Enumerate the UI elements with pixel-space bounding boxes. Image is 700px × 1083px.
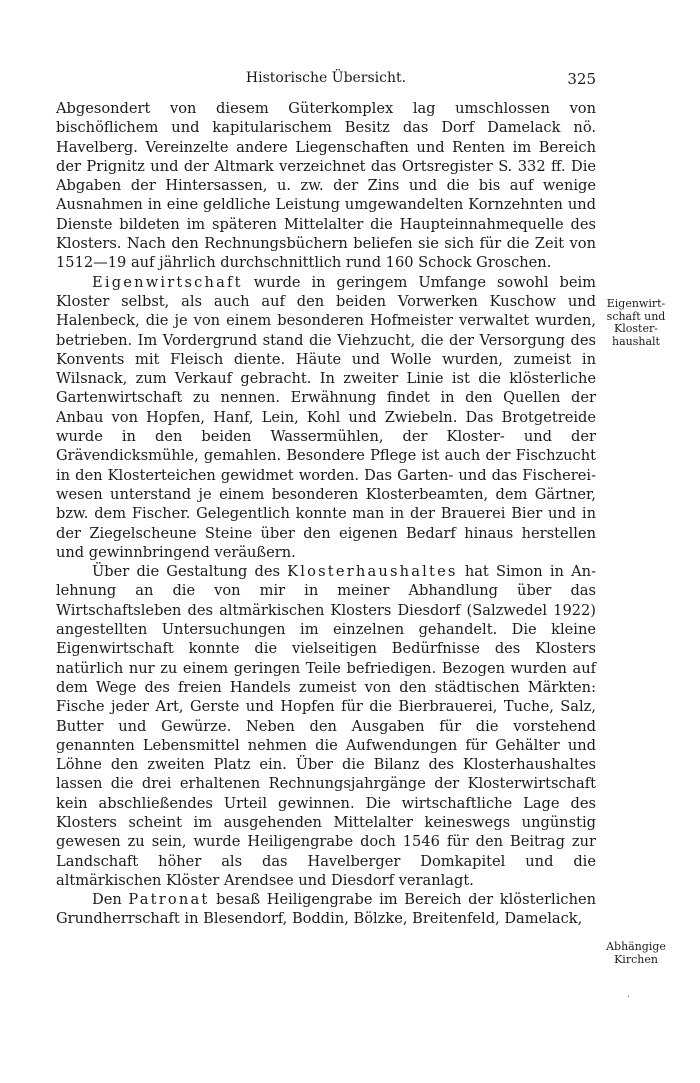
paragraph-text: Patronat besaß Heiligengrabe im Bereich der klösterlichen Grundherrschaft in Blesendorf, Boddin, Bölzke, Breitenfeld, Damelack, — [56, 891, 597, 928]
paper-speck: · — [627, 992, 631, 1003]
running-title: Historische Übersicht. — [245, 70, 407, 86]
paragraph-text: Über die Gestaltung des Klosterhaushaltes hat Simon in Anlehnung an die von mir in meiner Abhandlung über das Wirtschaftsleben des altmärkischen Klosters Diesdorf (Salzwedel 1922) angestellten Untersuchungen im einzelnen gehandelt. Die kleine Eigenwirtschaft konnte die vielseitigen Bedürfnisse des Klosters natürlich nur zu einem geringen Teile befriedigen. Bezogen wurden auf dem Wege des freien Handels zumeist von den städtischen Märkten: Fische jeder Art, Gerste und Hopfen für die Bierbrauerei, Tuche, Salz, Butter und Gewürze. Neben den Ausgaben für die vorstehend genannten Lebensmittel nehmen die Aufwendungen für Gehälter und Löhne den zweiten Platz ein. Über die Bilanz des Klosterhaushaltes lassen die drei erhaltenen Rechnungsjahrgänge der Klosterwirtschaft kein abschließendes Urteil gewinnen. Die wirtschaftliche Lage des Klosters scheint im ausgehenden Mittelalter keineswegs ungünstig gewesen zu sein, wurde Heiligengrabe doch 1546 für den Beitrag zur Landschaft höher als das Havelberger Domkapitel und die altmärkischen Klöster Arendsee und Diesdorf veranlagt. — [56, 563, 596, 889]
page-number: 325 — [567, 70, 596, 88]
spaced-keyword: Eigenwirtschaft — [92, 273, 243, 291]
paragraph-text: Abgesondert von diesem Güterkomplex lag umschlossen von bischöflichem und kapitularischem Besitz das Dorf Damelack nö. Havelberg. Vereinzelte andere Liegenschaften und Renten im Bereich der Prignitz und der Altmark verzeichnet das Ortsregister S. 332 ff. Die Abgaben der Hintersassen, u. zw. der Zins und die bis auf wenige Ausnahmen in eine geldliche Leistung umgewandelten Kornzehnten und Dienste bildeten im späteren Mittelalter die Haupteinnahmequelle des Klosters. Nach den Rechnungsbüchern beliefen sie sich für die Zeit von 1512—19 auf jährlich durchschnittlich rund 160 Schock Groschen. — [56, 100, 596, 272]
margin-note-kirchen: Abhängige Kirchen — [606, 940, 666, 966]
paragraph-eigenwirtschaft — [56, 273, 596, 562]
paragraph-guterkomplex — [56, 99, 596, 273]
paragraph-klosterhaushalt — [56, 562, 596, 890]
paragraph-patronat — [56, 890, 596, 929]
paragraph-lead: Den — [92, 891, 122, 909]
running-head — [56, 70, 596, 90]
spaced-keyword: Klosterhaushaltes — [287, 563, 458, 581]
body-text — [56, 99, 596, 929]
spaced-keyword: Patronat — [128, 891, 210, 909]
margin-note-eigenwirtschaft: Eigenwirtschaft und Klosterhaushalt — [606, 297, 666, 348]
paragraph-text: wurde in geringem Umfange sowohl beim Kloster selbst, als auch auf den beiden Vorwerken Kuschow und Halenbeck, die je von einem besonderen Hofmeister verwaltet wurden, betrieben. Im Vordergrund stand die Viehzucht, die der Versorgung des Konvents mit Fleisch diente. Häute und Wolle wurden, zumeist in Wilsnack, zum Verkauf gebracht. In zweiter Linie ist die klösterliche Gartenwirtschaft zu nennen. Erwähnung findet in den Quellen der Anbau von Hopfen, Hanf, Lein, Kohl und Zwiebeln. Das Brotgetreide wurde in den beiden Wassermühlen, der Kloster- und der Grävendicksmühle, gemahlen. Besondere Pflege ist auch der Fischzucht in den Klosterteichen gewidmet worden. Das Garten- und das Fischereiwesen unterstand je einem besonderen Klosterbeamten, dem Gärtner, bzw. dem Fischer. Gelegentlich konnte man in der Brauerei Bier und in der Ziegelscheune Steine über den eigenen Bedarf hinaus herstellen und gewinnbringend veräußern. — [56, 273, 596, 561]
